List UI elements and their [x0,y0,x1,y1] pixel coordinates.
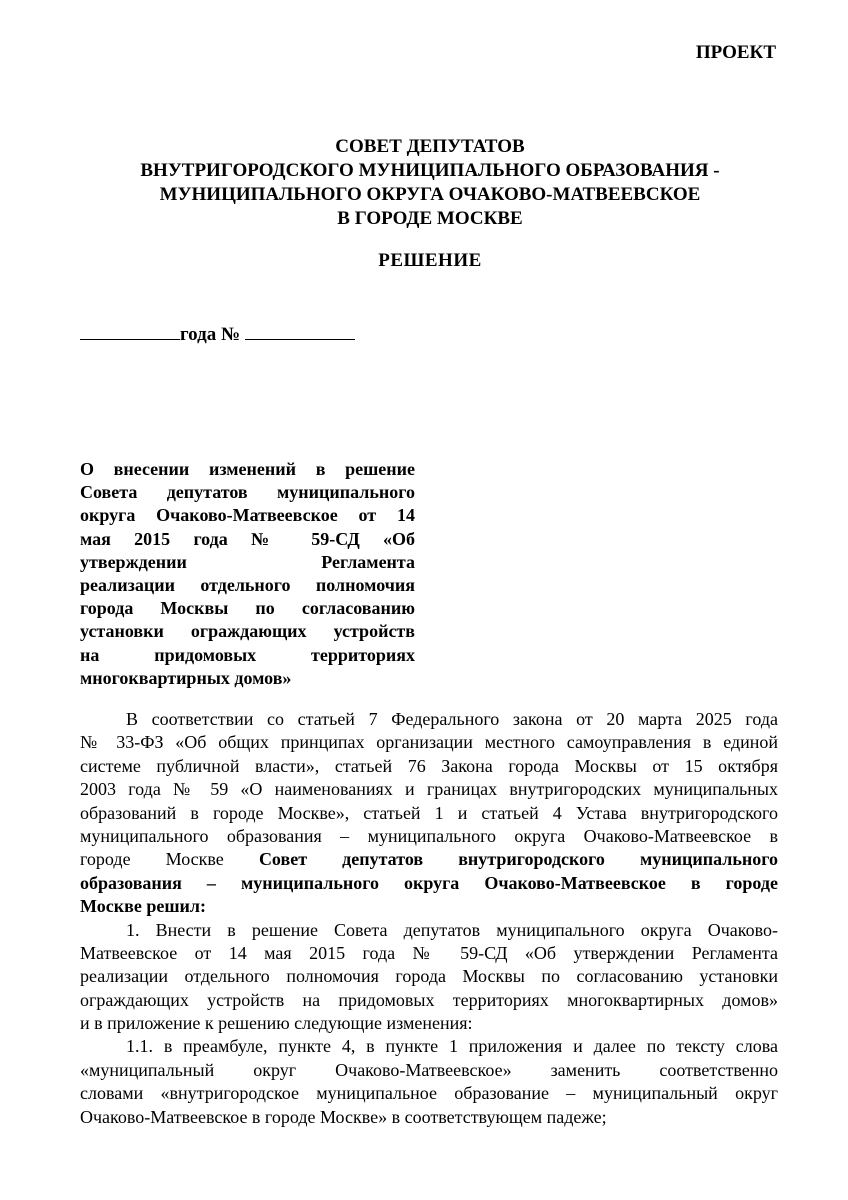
body-line: Москве решил: [80,896,206,917]
heading-line: СОВЕТ ДЕПУТАТОВ [335,136,525,157]
body-line: образований в городе Москве», статьей 1 и статьей 4 Устава внутригородского [80,802,778,823]
subject-line: на придомовых территориях [80,644,415,665]
body-line: и в приложение к решению следующие изменения: [80,1013,473,1034]
decision-title: РЕШЕНИЕ [378,250,482,271]
heading-line: МУНИЦИПАЛЬНОГО ОКРУГА ОЧАКОВО-МАТВЕЕВСКОЕ [159,184,701,205]
body-line: словами «внутригородское муниципальное образование – муниципальный округ [80,1083,778,1104]
heading-line: ВНУТРИГОРОДСКОГО МУНИЦИПАЛЬНОГО ОБРАЗОВАНИЯ - [140,160,720,181]
number-blank [245,323,355,340]
body-line: реализации отдельного полномочия города Москвы по согласованию установки [80,966,778,987]
subject-line: Совета депутатов муниципального [80,482,415,503]
city-text: городе Москве [80,849,224,870]
subject-line: О внесении изменений в решение [80,459,415,479]
council-resolved-text: Совет депутатов внутригородского муниципального [258,849,778,870]
subject-line: города Москвы по согласованию [80,598,415,619]
date-number-line [80,323,355,346]
body-line: Матвеевское от 14 мая 2015 года № 59-СД «Об утверждении Регламента [80,942,778,963]
body-line: системе публичной власти», статьей 76 Закона города Москвы от 15 октября [80,755,778,776]
body-line: 2003 года № 59 «О наименованиях и границах внутригородских муниципальных [80,779,778,800]
subject-line: установки ограждающих устройств [80,621,415,642]
body-line: образования – муниципального округа Очаково-Матвеевское в городе [80,872,778,893]
decision-subject [80,458,415,690]
year-number-label: года № [180,324,241,345]
subject-line: реализации отдельного полномочия [80,574,415,595]
body-line: «муниципальный округ Очаково-Матвеевское» заменить соответственно [80,1059,778,1080]
subject-line: округа Очаково-Матвеевское от 14 [80,505,415,526]
body-line: В соответствии со статьей 7 Федерального закона от 20 марта 2025 года [126,709,778,729]
draft-stamp: ПРОЕКТ [695,42,776,63]
body-line: ограждающих устройств на придомовых территориях многоквартирных домов» [80,989,778,1010]
decision-body [80,708,778,1129]
body-line: 1. Внести в решение Совета депутатов муниципального округа Очаково- [126,919,778,940]
body-line: 1.1. в преамбуле, пункте 4, в пункте 1 приложения и далее по тексту слова [126,1036,778,1057]
subject-line: мая 2015 года № 59-СД «Об [80,528,415,549]
body-line-mixed [80,848,778,871]
council-heading [80,135,780,231]
heading-line: В ГОРОДЕ МОСКВЕ [337,208,523,229]
subject-line: многоквартирных домов» [80,667,292,688]
body-line: муниципального образования – муниципального округа Очаково-Матвеевское в [80,825,778,846]
date-blank [80,323,180,340]
subject-line: утверждении Регламента [80,551,415,572]
body-line: Очаково-Матвеевское в городе Москве» в соответствующем падеже; [80,1106,607,1127]
body-line: № 33-ФЗ «Об общих принципах организации местного самоуправления в единой [80,732,778,753]
